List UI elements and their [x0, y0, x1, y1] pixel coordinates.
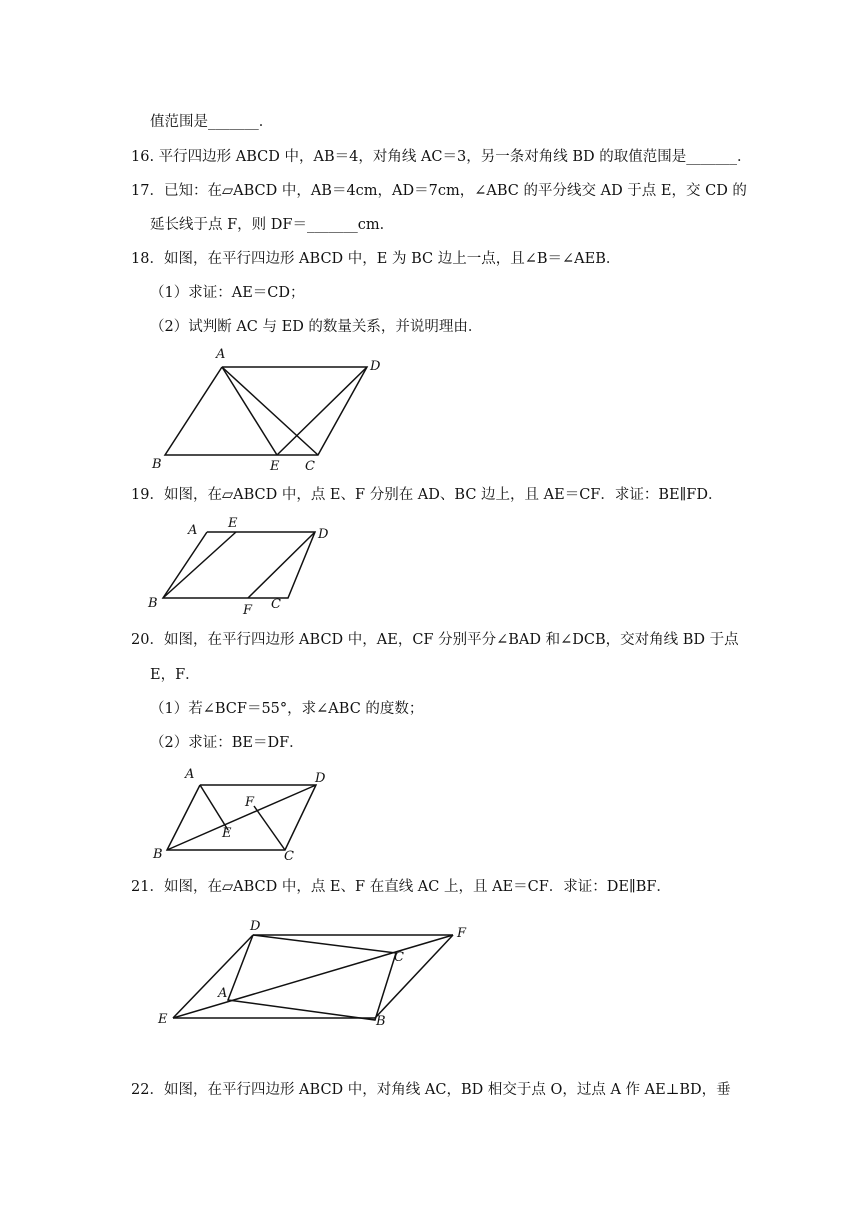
- segment-ae: [222, 367, 277, 455]
- question-18-part-2: （2）试判断 AC 与 ED 的数量关系，并说明理由．: [150, 319, 483, 335]
- label-b: B: [152, 457, 162, 472]
- label-a: A: [218, 986, 228, 1001]
- label-c: C: [284, 849, 294, 864]
- parallelogram-abcd: [163, 532, 315, 598]
- question-20-part-2: （2）求证：BE＝DF．: [150, 735, 304, 751]
- question-17: 17．已知：在▱ABCD 中，AB＝4cm，AD＝7cm，∠ABC 的平分线交 AD 于点 E，交 CD 的: [131, 183, 747, 199]
- segment-de: [277, 367, 367, 455]
- label-f: F: [245, 795, 255, 810]
- question-21: 21．如图，在▱ABCD 中，点 E、F 在直线 AC 上，且 AE＝CF．求证：DE∥BF．: [131, 879, 671, 895]
- question-22: 22．如图，在平行四边形 ABCD 中，对角线 AC，BD 相交于点 O，过点 A 作 AE⊥BD，垂: [131, 1082, 731, 1098]
- label-a: A: [185, 767, 195, 782]
- parallelogram-abcd: [165, 367, 367, 455]
- label-f: F: [243, 603, 253, 617]
- figure-18: [140, 340, 400, 475]
- label-d: D: [370, 359, 381, 374]
- label-b: B: [153, 847, 163, 862]
- label-e: E: [228, 516, 238, 531]
- label-f: F: [457, 926, 467, 941]
- label-c: C: [305, 459, 315, 474]
- label-d: D: [250, 919, 261, 934]
- question-16: 16. 平行四边形 ABCD 中，AB＝4，对角线 AC＝3，另一条对角线 BD 的取值范围是_______．: [131, 149, 752, 165]
- label-c: C: [271, 597, 281, 612]
- question-18: 18．如图，在平行四边形 ABCD 中，E 为 BC 边上一点，且∠B＝∠AEB．: [131, 251, 621, 267]
- label-a: A: [188, 523, 198, 538]
- label-a: A: [216, 347, 226, 362]
- label-c: C: [394, 950, 404, 965]
- label-e: E: [222, 826, 232, 841]
- label-d: D: [315, 771, 326, 786]
- question-20-part-1: （1）若∠BCF＝55°，求∠ABC 的度数；: [150, 701, 424, 717]
- text-line: E，F．: [150, 667, 200, 683]
- label-b: B: [148, 596, 158, 611]
- segment-ae: [200, 785, 228, 830]
- diagonal-bd: [167, 785, 316, 850]
- label-d: D: [318, 527, 329, 542]
- question-18-part-1: （1）求证：AE＝CD；: [150, 285, 305, 301]
- label-e: E: [158, 1012, 168, 1027]
- label-b: B: [376, 1014, 386, 1029]
- text-line: 延长线于点 F，则 DF＝_______cm．: [150, 217, 395, 233]
- figure-20: [145, 760, 345, 865]
- question-19: 19．如图，在▱ABCD 中，点 E、F 分别在 AD、BC 边上，且 AE＝CF．求证：BE∥FD．: [131, 487, 723, 503]
- segment-cf: [254, 806, 285, 850]
- segment-ac: [222, 367, 318, 455]
- segment-bf: [375, 935, 453, 1018]
- label-e: E: [270, 459, 280, 474]
- figure-21: [150, 915, 480, 1030]
- text-line: 值范围是_______．: [150, 114, 274, 130]
- line-eacf: [173, 935, 453, 1018]
- segment-fd: [248, 532, 315, 598]
- question-20: 20．如图，在平行四边形 ABCD 中，AE，CF 分别平分∠BAD 和∠DCB，交对角线 BD 于点: [131, 632, 739, 648]
- figure-19: [140, 512, 350, 617]
